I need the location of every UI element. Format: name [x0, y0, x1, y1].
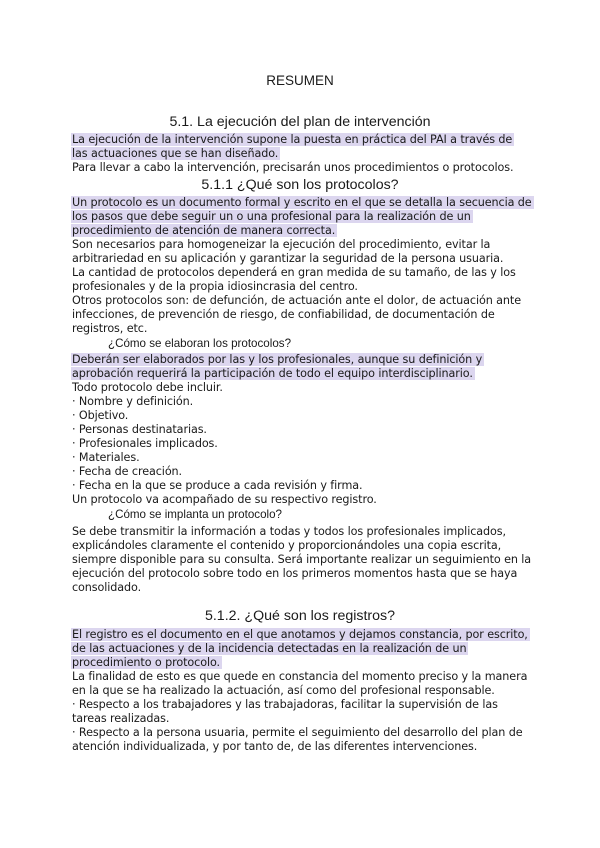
- text-line: [72, 367, 475, 381]
- text-line: arbitrariedad en su aplicación y garantizar la seguridad de la persona usuaria.: [72, 252, 504, 265]
- text-line: Son necesarios para homogeneizar la ejecución del procedimiento, evitar la: [72, 238, 491, 251]
- text-line: Otros protocolos son: de defunción, de actuación ante el dolor, de actuación ante: [72, 294, 521, 307]
- list-item: · Nombre y definición.: [72, 395, 194, 408]
- text-line: siempre disponible para su consulta. Será importante realizar un seguimiento en la: [72, 553, 532, 566]
- text-line: ejecución del protocolo sobre todo en los primeros momentos hasta que se haya: [72, 567, 518, 580]
- text-line: Para llevar a cabo la intervención, precisarán unos procedimientos o protocolos.: [72, 161, 514, 174]
- list-item: · Personas destinatarias.: [72, 423, 207, 436]
- list-item: · Fecha de creación.: [72, 465, 183, 478]
- text-line: [72, 353, 484, 367]
- text-line: atención individualizada, y por tanto de, de las diferentes intervenciones.: [72, 740, 478, 753]
- text-line: [72, 196, 534, 210]
- text-line: Todo protocolo debe incluir.: [72, 381, 223, 394]
- text-line: Se debe transmitir la información a todas y todos los profesionales implicados,: [72, 525, 506, 538]
- subsection-implanta-heading: ¿Cómo se implanta un protocolo?: [108, 508, 282, 521]
- text-line: registros, etc.: [72, 322, 148, 335]
- section-5-1-2-heading: 5.1.2. ¿Qué son los registros?: [204, 608, 396, 624]
- list-item: · Materiales.: [72, 451, 140, 464]
- text-line: en la que se ha realizado la actuación, así como del profesional responsable.: [72, 684, 495, 697]
- highlighted-text: Deberán ser elaborados por las y los profesionales, aunque su definición y: [72, 353, 483, 366]
- text-line: [72, 628, 530, 642]
- text-line: consolidado.: [72, 581, 142, 594]
- section-5-1-heading: 5.1. La ejecución del plan de intervención: [169, 114, 431, 130]
- list-item: · Profesionales implicados.: [72, 437, 218, 450]
- text-line: [72, 224, 337, 238]
- highlighted-text: de las actuaciones y de la incidencia detectadas en la realización de un: [72, 642, 467, 655]
- text-line: tareas realizadas.: [72, 712, 170, 725]
- text-line: Un protocolo va acompañado de su respectivo registro.: [72, 493, 377, 506]
- list-item: · Respecto a la persona usuaria, permite el seguimiento del desarrollo del plan de: [72, 726, 523, 739]
- section-5-1-1-heading: 5.1.1 ¿Qué son los protocolos?: [201, 177, 399, 193]
- highlighted-text: procedimiento de atención de manera correcta.: [72, 224, 336, 237]
- text-line: explicándoles claramente el contenido y proporcionándoles una copia escrita,: [72, 539, 502, 552]
- highlighted-text: los pasos que debe seguir un o una profesional para la realización de un: [72, 210, 471, 223]
- text-line: [72, 642, 468, 656]
- text-line: La finalidad de esto es que quede en constancia del momento preciso y la manera: [72, 670, 528, 683]
- text-line: [72, 656, 222, 670]
- text-line: La cantidad de protocolos dependerá en gran medida de su tamaño, de las y los: [72, 266, 516, 279]
- highlighted-text: procedimiento o protocolo.: [72, 656, 220, 669]
- list-item: · Objetivo.: [72, 409, 129, 422]
- text-line: [72, 147, 280, 161]
- highlighted-text: El registro es el documento en el que anotamos y dejamos constancia, por escrito,: [72, 628, 528, 641]
- highlighted-text: aprobación requerirá la participación de todo el equipo interdisciplinario.: [72, 367, 473, 380]
- text-line: [72, 133, 514, 147]
- text-line: [72, 210, 473, 224]
- text-line: profesionales y de la propia idiosincrasia del centro.: [72, 280, 358, 293]
- subsection-elaboran-heading: ¿Cómo se elaboran los protocolos?: [108, 337, 292, 350]
- highlighted-text: Un protocolo es un documento formal y escrito en el que se detalla la secuencia de: [72, 196, 532, 209]
- text-line: infecciones, de prevención de riesgo, de confiabilidad, de documentación de: [72, 308, 495, 321]
- page-title: RESUMEN: [266, 73, 334, 88]
- list-item: · Respecto a los trabajadores y las trabajadoras, facilitar la supervisión de las: [72, 698, 498, 711]
- highlighted-text: las actuaciones que se han diseñado.: [72, 147, 279, 160]
- highlighted-text: La ejecución de la intervención supone la puesta en práctica del PAI a través de: [72, 133, 513, 146]
- list-item: · Fecha en la que se produce a cada revisión y firma.: [72, 479, 363, 492]
